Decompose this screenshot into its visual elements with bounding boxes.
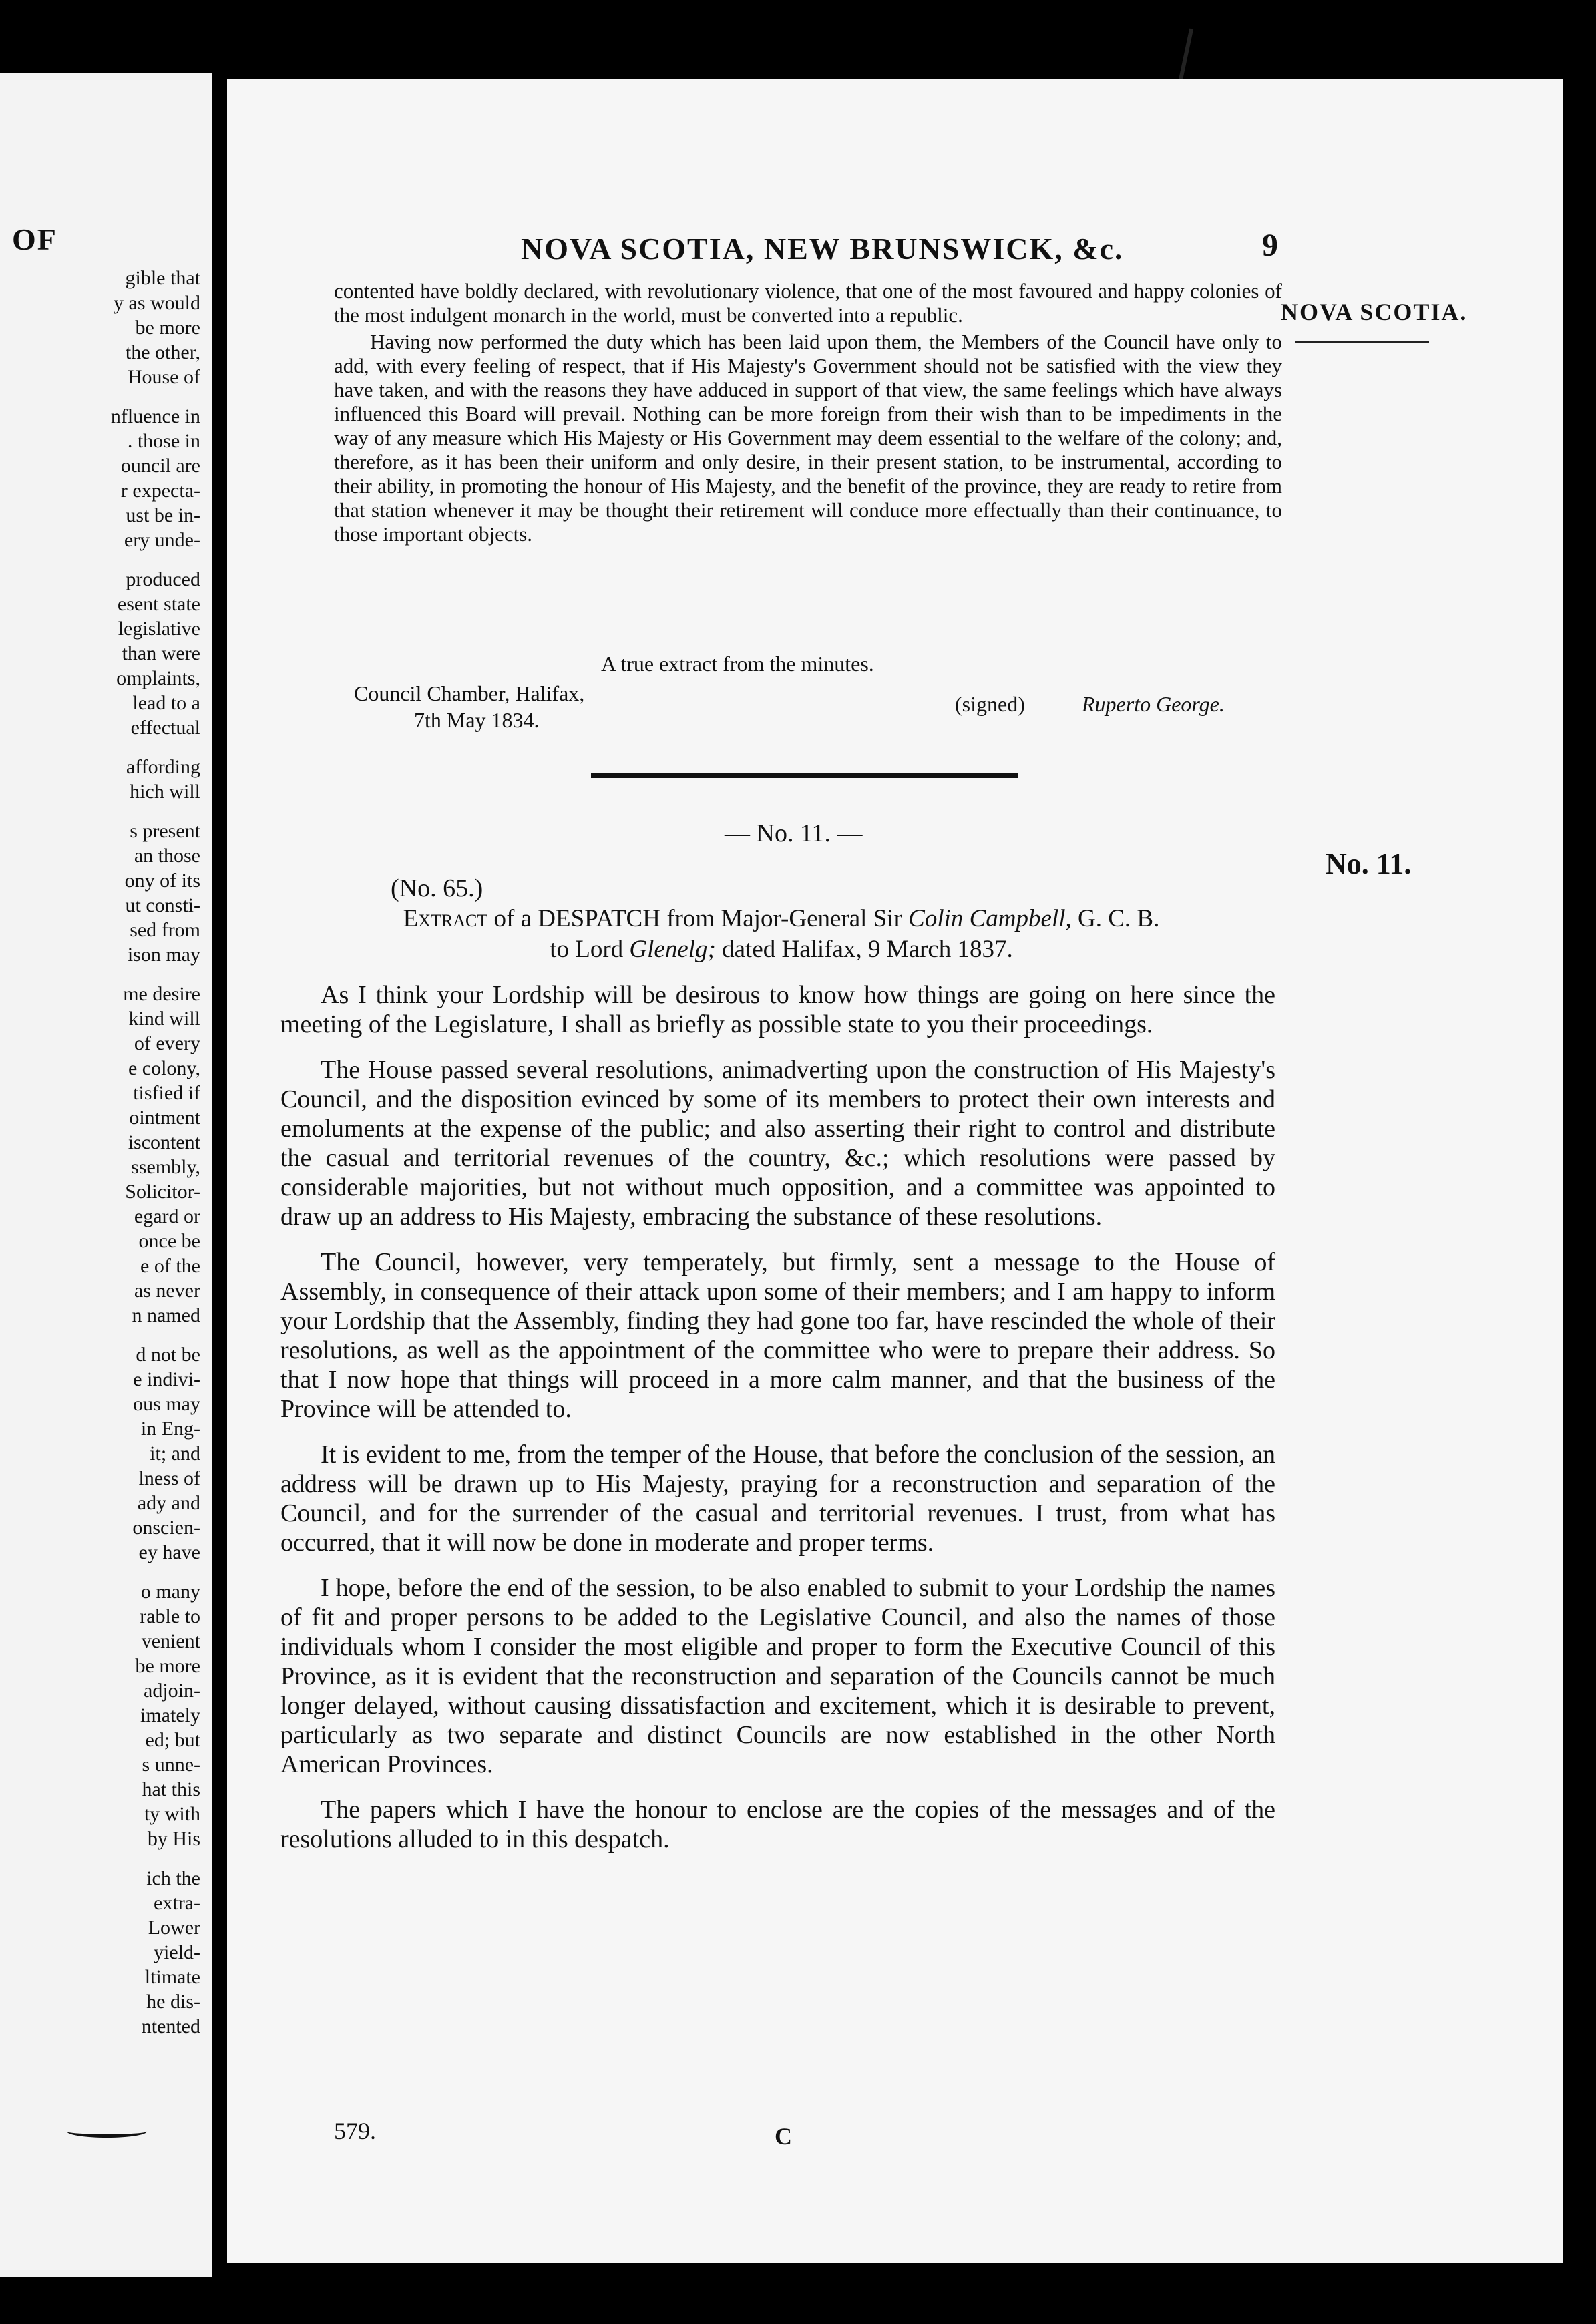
- title-name-2: Glenelg;: [629, 936, 716, 963]
- left-fragment-line: legislative: [118, 618, 200, 640]
- despatch-paragraph: I hope, before the end of the session, to be also enabled to submit to your Lordship the names of fit and proper persons to be added to the Legislative Council, and also the names of those individuals whom I consider the most eligible and proper to form the Executive Council of this Province, as it is evident that the reconstruction and separation of the Councils cannot be much longer delayed, without causing dissatisfaction and excitement, which it is desirable to prevent, particularly as two separate and distinct Councils are now established in the other North American Provinces.: [280, 1574, 1275, 1778]
- left-page-fragment: [0, 73, 212, 2277]
- despatch-paragraph: It is evident to me, from the temper of the House, that before the conclusion of the session, an address will be drawn up to His Majesty, praying for a reconstruction and separation of the Council, and for the surrender of the casual and territorial revenues. I trust, from what has occurred, that it will now be done in moderate and proper terms.: [280, 1440, 1275, 1557]
- left-fragment-line: ut consti-: [125, 894, 200, 916]
- left-fragment-line: ery unde-: [124, 529, 200, 551]
- left-fragment-line: ty with: [144, 1803, 200, 1825]
- left-fragment-line: House of: [127, 366, 200, 388]
- section-number-heading: — No. 11. —: [725, 819, 863, 847]
- left-fragment-line: iscontent: [128, 1131, 200, 1153]
- title-part-2: to Lord: [550, 936, 624, 963]
- despatch-paragraph: The Council, however, very temperately, but firmly, sent a message to the House of Assembly, in consequence of their attack upon some of their members; and I am happy to inform your Lordship that the Assembly, finding they had gone too far, have rescinded the whole of their resolutions, as well as the appointment of the committee who were to prepare their address. So that I now hope that things will proceed in a more calm manner, and that the business of the Province will be attended to.: [280, 1248, 1275, 1423]
- despatch-paragraph: As I think your Lordship will be desirous to know how things are going on here since the meeting of the Legislature, I shall as briefly as possible state to you their proceedings.: [280, 981, 1275, 1038]
- left-fragment-line: ous may: [133, 1393, 200, 1415]
- signer-name: Ruperto George.: [1082, 692, 1225, 716]
- left-fragment-line: the other,: [125, 341, 200, 363]
- left-fragment-line: venient: [141, 1630, 200, 1652]
- section-rule: [591, 773, 1018, 778]
- left-fragment-line: ison may: [127, 944, 200, 966]
- left-fragment-line: y as would: [114, 292, 200, 314]
- title-part-1: of a DESPATCH from Major-General Sir: [493, 905, 902, 932]
- ink-squiggle: [67, 2125, 147, 2138]
- left-fragment-line: ltimate: [144, 1966, 200, 1988]
- margin-rule: [1295, 341, 1429, 343]
- left-fragment-line: hich will: [130, 781, 200, 803]
- left-fragment-line: as never: [134, 1280, 200, 1302]
- left-fragment-line: be more: [135, 317, 200, 339]
- council-chamber-line-1: Council Chamber, Halifax,: [354, 681, 585, 705]
- left-fragment-line: an those: [134, 845, 200, 867]
- left-fragment-line: than were: [122, 642, 200, 664]
- signature-mark: C: [775, 2123, 792, 2150]
- left-fragment-line: omplaints,: [116, 667, 200, 689]
- left-fragment-line: hat this: [142, 1778, 200, 1800]
- left-fragment-line: it; and: [150, 1442, 200, 1465]
- left-fragment-line: ich the: [146, 1867, 200, 1889]
- minute-paragraph-1: contented have boldly declared, with revolutionary violence, that one of the most favoured and happy colonies of the most indulgent monarch in the world, must be converted into a republic.: [334, 279, 1282, 327]
- left-fragment-line: yield-: [154, 1941, 200, 1963]
- left-fragment-line: r expecta-: [120, 479, 200, 502]
- left-fragment-line: lness of: [138, 1467, 200, 1489]
- left-fragment-line: extra-: [154, 1892, 200, 1914]
- sessional-paper-number: 579.: [334, 2118, 376, 2144]
- council-minute: [334, 279, 1282, 549]
- document-page: [227, 79, 1563, 2263]
- left-fragment-line: ed; but: [145, 1729, 200, 1751]
- left-fragment-line: e colony,: [128, 1057, 200, 1079]
- left-fragment-line: Lower: [148, 1917, 200, 1939]
- left-fragment-line: nfluence in: [110, 405, 200, 427]
- left-fragment-line: kind will: [128, 1008, 200, 1030]
- left-fragment-line: in Eng-: [140, 1418, 200, 1440]
- left-fragment-line: o many: [140, 1581, 200, 1603]
- left-page-header: OF: [12, 222, 57, 256]
- left-fragment-line: e indivi-: [133, 1368, 200, 1390]
- left-fragment-line: e of the: [140, 1255, 200, 1277]
- left-fragment-line: s unne-: [142, 1754, 200, 1776]
- despatch-paragraph: The House passed several resolutions, animadverting upon the construction of His Majesty's Council, and the disposition evinced by some of its members to protect their own interests and emoluments at the expense of the public; and also asserting their right to control and distribute the casual and territorial revenues of the country, &c.; which resolutions were passed by considerable majorities, but not without much opposition, and a committee was appointed to draw up an address to His Majesty, embracing the substance of these resolutions.: [280, 1056, 1275, 1231]
- left-fragment-line: rable to: [140, 1605, 200, 1627]
- left-fragment-line: esent state: [117, 593, 200, 615]
- left-fragment-line: ady and: [137, 1492, 200, 1514]
- left-fragment-line: s present: [130, 820, 200, 842]
- left-fragment-line: adjoin-: [144, 1680, 200, 1702]
- left-fragment-line: d not be: [136, 1344, 200, 1366]
- left-fragment-line: onscien-: [132, 1517, 200, 1539]
- left-fragment-line: . those in: [127, 430, 200, 452]
- despatch-paragraph: The papers which I have the honour to enclose are the copies of the messages and of the resolutions alluded to in this despatch.: [280, 1796, 1275, 1853]
- left-fragment-line: he dis-: [146, 1991, 200, 2013]
- title-name-1: Colin Campbell,: [908, 905, 1072, 932]
- despatch-number: (No. 65.): [391, 874, 483, 902]
- left-fragment-line: Solicitor-: [125, 1181, 200, 1203]
- margin-note-province: NOVA SCOTIA.: [1281, 299, 1468, 325]
- left-fragment-line: produced: [126, 568, 200, 590]
- council-chamber-dateline: [354, 680, 584, 733]
- title-gcb: G. C. B.: [1078, 905, 1160, 932]
- left-fragment-line: n named: [132, 1304, 200, 1326]
- true-extract-line: A true extract from the minutes.: [601, 652, 874, 676]
- left-fragment-line: of every: [134, 1032, 200, 1054]
- left-fragment-line: affording: [126, 756, 200, 778]
- despatch-title: [307, 904, 1255, 965]
- left-fragment-line: imately: [140, 1704, 200, 1726]
- left-fragment-line: by His: [147, 1828, 200, 1850]
- left-fragment-line: ony of its: [124, 869, 200, 892]
- left-fragment-line: ust be in-: [126, 504, 200, 526]
- page-number: 9: [1262, 228, 1278, 263]
- minute-paragraph-2: Having now performed the duty which has been laid upon them, the Members of the Council have only to add, with every feeling of respect, that if His Majesty's Government should not be satisfied with the view they have taken, and with the reasons they have adduced in support of that view, the same feelings which have always influenced this Board will prevail. Nothing can be more foreign from their wish than to be impediments in the way of any measure which His Majesty or His Government may deem essential to the welfare of the colony; and, therefore, as it has been their uniform and only desire, in their present station, to be instrumental, according to their ability, in promoting the honour of His Majesty, and the benefit of the province, they are ready to retire from that station whenever it may be thought their retirement will conduce more effectually than their continuance, to those important objects.: [334, 330, 1282, 546]
- left-fragment-line: ey have: [138, 1541, 200, 1563]
- left-fragment-line: ssembly,: [131, 1156, 200, 1178]
- running-header: NOVA SCOTIA, NEW BRUNSWICK, &c.: [521, 232, 1124, 266]
- left-fragment-line: once be: [138, 1230, 200, 1252]
- title-extract: Extract: [403, 905, 488, 932]
- left-fragment-line: egard or: [134, 1205, 200, 1227]
- left-fragment-line: sed from: [130, 919, 200, 941]
- left-fragment-line: be more: [135, 1655, 200, 1677]
- title-part-3: dated Halifax, 9 March 1837.: [722, 936, 1013, 963]
- despatch-body: [280, 980, 1275, 1870]
- left-fragment-line: lead to a: [132, 692, 200, 714]
- left-fragment-line: me desire: [123, 983, 200, 1005]
- left-fragment-line: ouncil are: [120, 455, 200, 477]
- left-fragment-line: ointment: [129, 1107, 200, 1129]
- left-fragment-line: tisfied if: [133, 1082, 200, 1104]
- signed-label: (signed): [955, 692, 1025, 716]
- left-fragment-line: ntented: [141, 2015, 200, 2038]
- margin-note-number: No. 11.: [1326, 847, 1412, 880]
- left-fragment-line: gible that: [125, 267, 200, 289]
- left-fragment-line: effectual: [130, 717, 200, 739]
- council-chamber-line-2: 7th May 1834.: [414, 708, 540, 732]
